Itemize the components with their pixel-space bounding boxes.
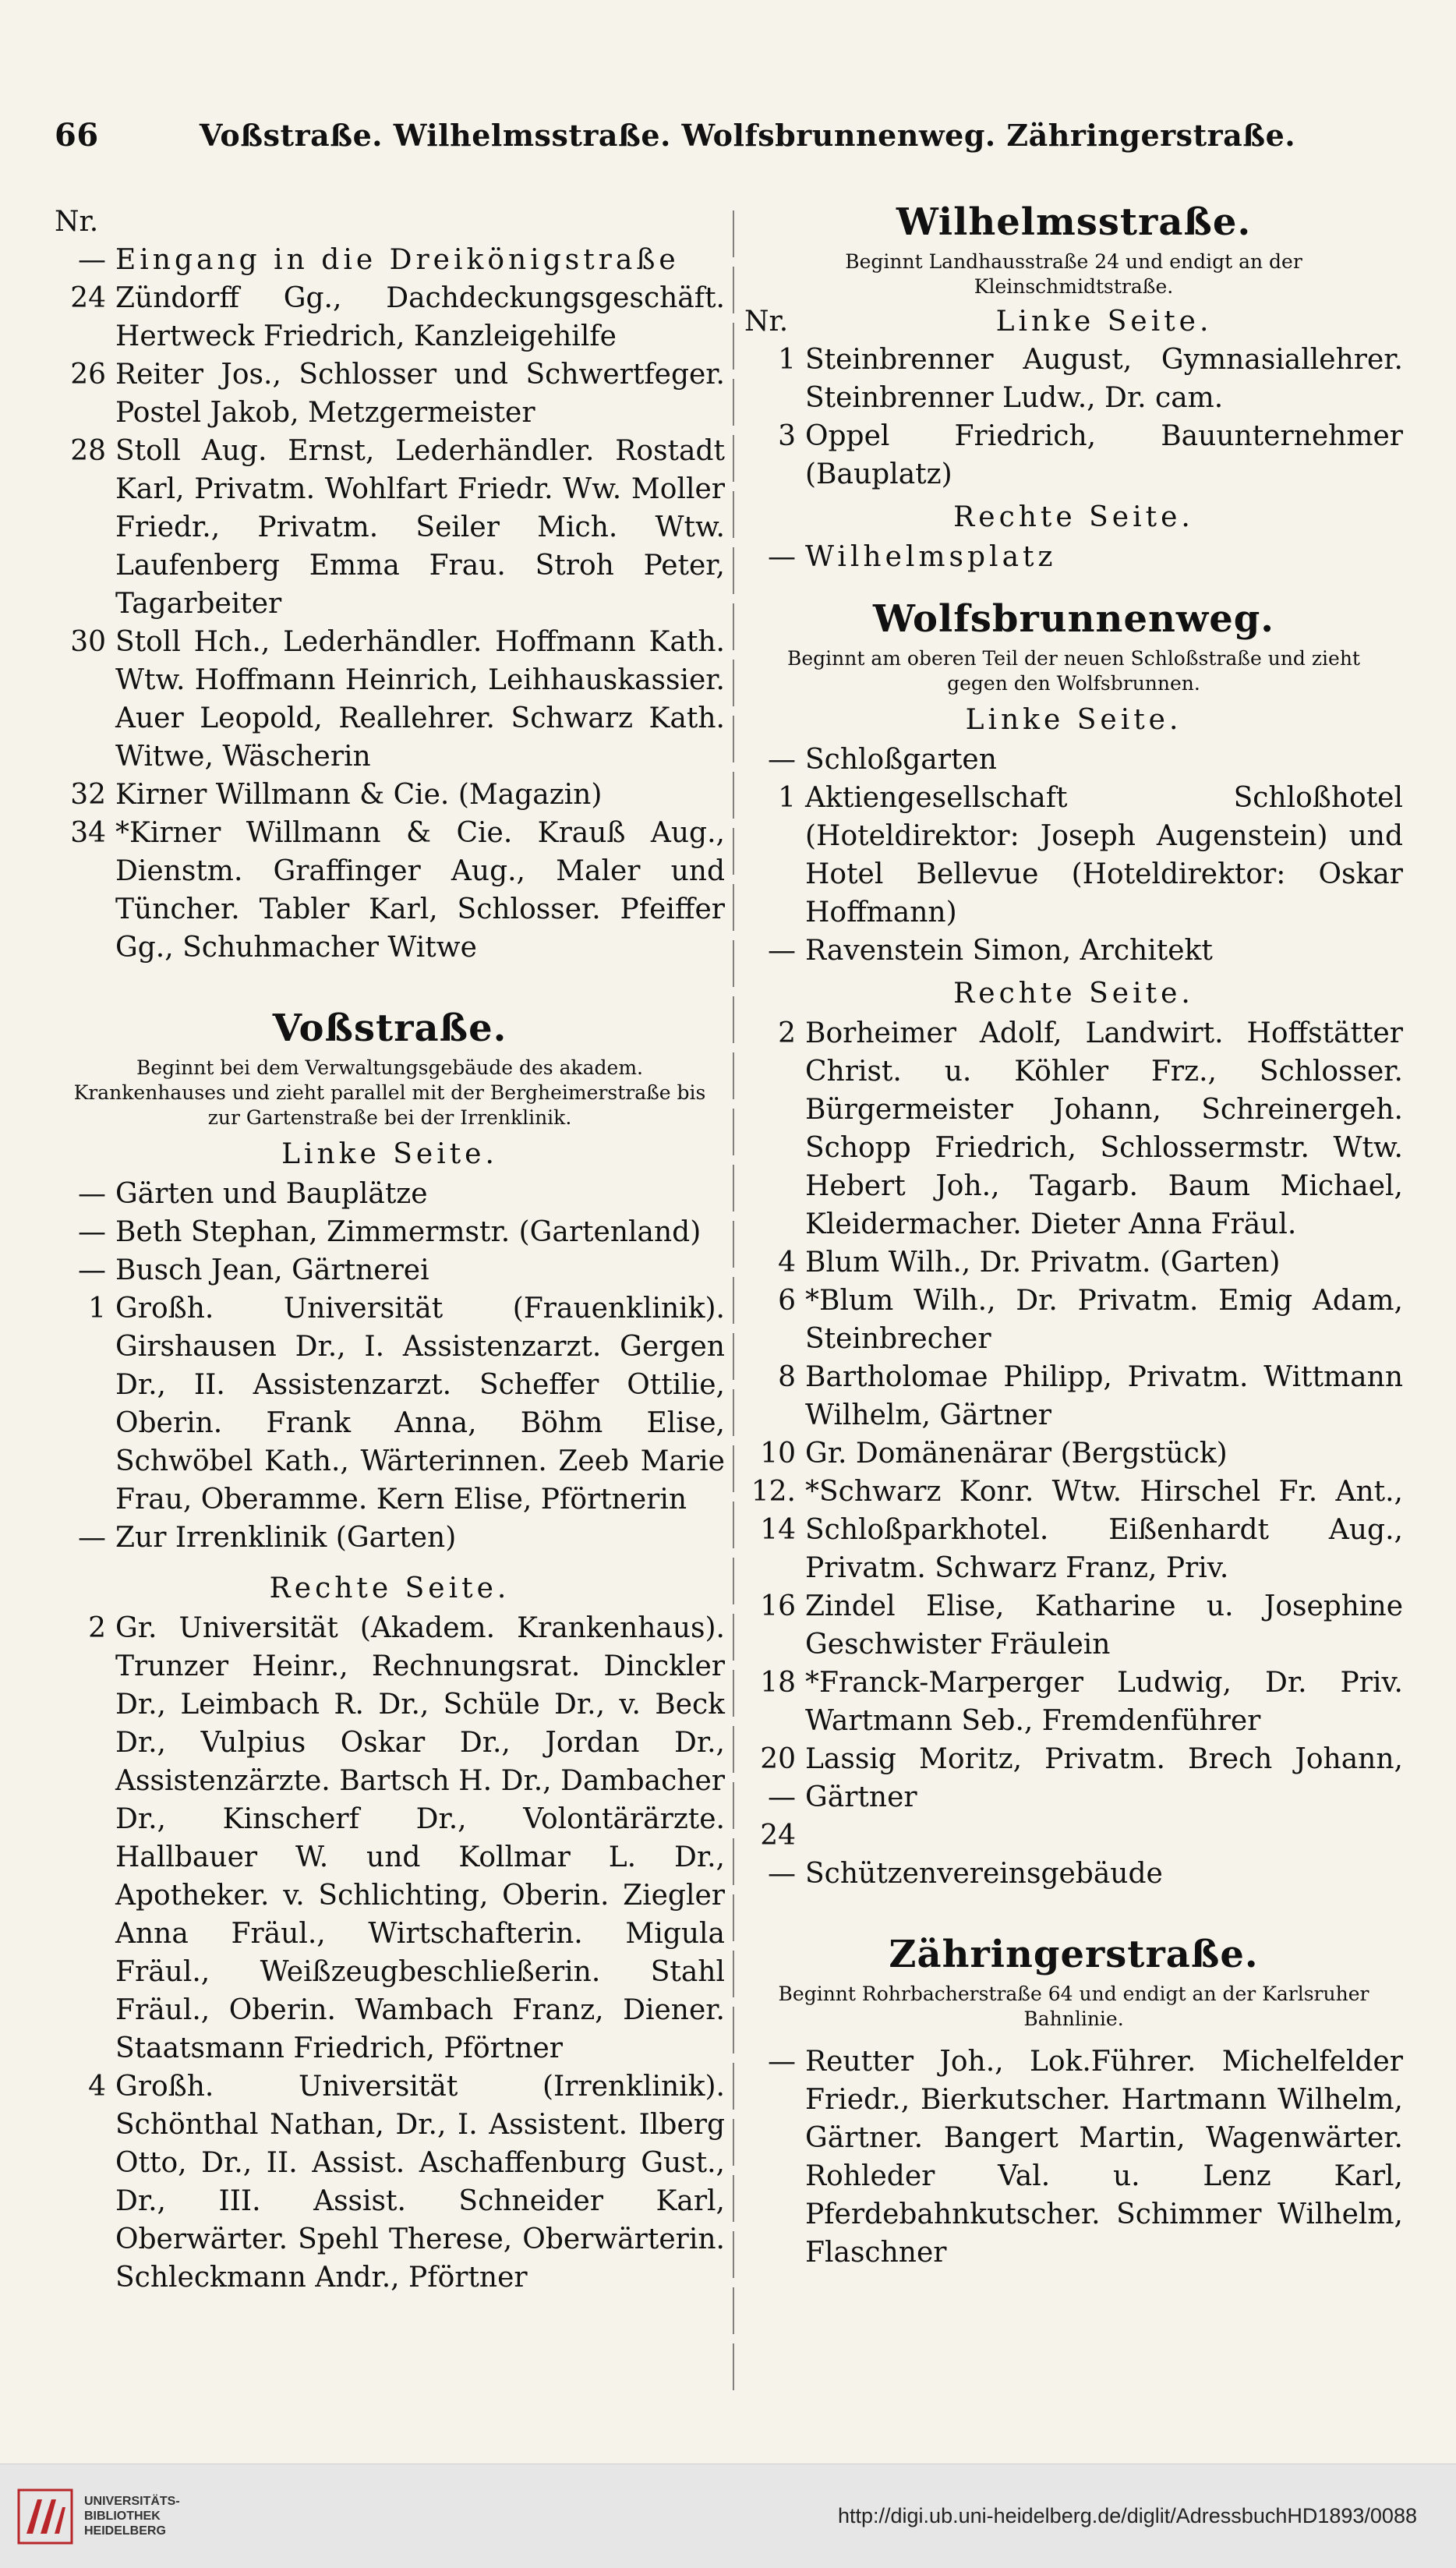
entry-text: Schützenvereinsgebäude <box>805 1858 1163 1890</box>
directory-entry <box>55 1175 725 1213</box>
directory-entry <box>744 932 1403 970</box>
nr-label: Nr. <box>55 206 99 238</box>
entry-text: Reutter Joh., Lok.Führer. Michelfelder Friedr., Bierkutscher. Hartmann Wilhelm, Gärtner. Bangert Martin, Wagenwärter. Rohleder Val. u. Lenz Karl, Pferdebahnkutscher. Schimmer Wilhelm, Flaschner <box>805 2046 1403 2269</box>
house-number: 20—24 <box>760 1743 796 1852</box>
house-number: 4 <box>88 2071 106 2103</box>
library-logo-text: UNIVERSITÄTS- BIBLIOTHEK HEIDELBERG <box>84 2495 180 2538</box>
source-url-link[interactable]: http://digi.ub.uni-heidelberg.de/diglit/AdressbuchHD1893/0088 <box>837 2504 1417 2527</box>
side-head-right: Rechte Seite. <box>953 978 1194 1010</box>
house-number: 1 <box>778 344 796 376</box>
entry-text: Reiter Jos., Schlosser und Schwertfeger. Postel Jakob, Metzgermeister <box>115 359 725 429</box>
left-column <box>55 203 725 2297</box>
entry-text: *Kirner Willmann & Cie. Krauß Aug., Dienstm. Graffinger Aug., Maler und Tüncher. Tabler Karl, Schlosser. Pfeiffer Gg., Schuhmacher Witwe <box>115 817 725 964</box>
directory-entry <box>55 279 725 355</box>
zaehr-entries <box>744 2043 1403 2272</box>
directory-entry <box>55 1251 725 1289</box>
house-number: 32 <box>70 779 106 811</box>
wolf-left-entries <box>744 741 1403 970</box>
house-number: 10 <box>760 1438 796 1470</box>
entry-text: Bartholomae Philipp, Privatm. Wittmann Wilhelm, Gärtner <box>805 1361 1403 1431</box>
wolf-right-entries <box>744 1014 1403 1893</box>
house-number: 4 <box>778 1247 796 1279</box>
side-head-left: Linke Seite. <box>965 704 1182 736</box>
house-number: 6 <box>778 1285 796 1317</box>
page-number: 66 <box>55 117 99 154</box>
entry-text: Gr. Universität (Akadem. Krankenhaus). Trunzer Heinr., Rechnungsrat. Dinckler Dr., Leimbach R. Dr., Schüle Dr., v. Beck Dr., Vulpius Oskar Dr., Jordan Dr., Assistenzärzte. Bartsch H. Dr., Dambacher Dr., Kinscherf Dr., Volontärärzte. Hallbauer W. und Kollmar L. Dr., Apotheker. v. Schlichting, Oberin. Ziegler Anna Fräul., Wirtschafterin. Migula Fräul., Weißzeugbeschließerin. Stahl Fräul., Oberin. Wambach Franz, Diener. Staatsmann Friedrich, Pförtner <box>115 1612 725 2064</box>
house-number: 28 <box>70 435 106 467</box>
directory-entry <box>55 814 725 967</box>
directory-entry <box>55 355 725 432</box>
street-title-wolfsbrunnenweg: Wolfsbrunnenweg. <box>872 597 1275 641</box>
street-title-wilhelmsstrasse: Wilhelmsstraße. <box>896 200 1252 244</box>
house-number: 26 <box>70 359 106 391</box>
street-desc-wilhelmsstrasse: Beginnt Landhausstraße 24 und endigt an der Kleinschmidtstraße. <box>845 250 1302 298</box>
house-number: 3 <box>778 420 796 452</box>
entry-text: Großh. Universität (Frauenklinik). Girshausen Dr., I. Assistenzarzt. Gergen Dr., II. Assistenzarzt. Scheffer Ottilie, Oberin. Frank Anna, Böhm Elise, Schwöbel Kath., Wärterinnen. Zeeb Marie Frau, Oberamme. Kern Elise, Pförtnerin <box>115 1293 725 1516</box>
entry-text: Eingang in die Dreikönigstraße <box>115 244 680 276</box>
directory-entry <box>55 1289 725 1519</box>
side-head-right: Rechte Seite. <box>953 501 1194 533</box>
directory-entry <box>55 1609 725 2067</box>
directory-entry <box>744 741 1403 779</box>
entry-text: Kirner Willmann & Cie. (Magazin) <box>115 779 603 811</box>
street-desc-zaehringerstrasse: Beginnt Rohrbacherstraße 64 und endigt an der Karlsruher Bahnlinie. <box>778 1983 1369 2030</box>
entry-text: Oppel Friedrich, Bauunternehmer (Bauplatz) <box>805 420 1403 490</box>
entry-text: Lassig Moritz, Privatm. Brech Johann, Gärtner <box>805 1743 1403 1813</box>
directory-entry <box>744 1282 1403 1358</box>
entry-text: Gr. Domänenärar (Bergstück) <box>805 1438 1228 1470</box>
directory-entry <box>744 538 1403 576</box>
entry-text: Zündorff Gg., Dachdeckungsgeschäft. Hertweck Friedrich, Kanzleigehilfe <box>115 282 725 352</box>
entry-text: Stoll Aug. Ernst, Lederhändler. Rostadt Karl, Privatm. Wohlfart Friedr. Ww. Moller Friedr., Privatm. Seiler Mich. Wtw. Laufenberg Emma Frau. Stroh Peter, Tagarbeiter <box>115 435 725 620</box>
house-number: 30 <box>70 626 106 658</box>
house-number: 12. 14 <box>751 1476 796 1546</box>
wilhelm-right-entries <box>744 538 1403 576</box>
directory-entry <box>55 1519 725 1557</box>
house-number: 8 <box>778 1361 796 1393</box>
side-head-left: Linke Seite. <box>995 306 1213 338</box>
house-number: — <box>768 935 796 967</box>
side-head-left: Linke Seite. <box>281 1138 498 1170</box>
directory-entry <box>55 241 725 279</box>
house-number: 1 <box>778 782 796 814</box>
entry-text: *Blum Wilh., Dr. Privatm. Emig Adam, Steinbrecher <box>805 1285 1403 1355</box>
entry-text: Borheimer Adolf, Landwirt. Hoffstätter Christ. u. Köhler Frz., Schlosser. Bürgermeister Johann, Schreinergeh. Schopp Friedrich, Schlossermstr. Wtw. Hebert Joh., Tagarb. Baum Michael, Kleidermacher. Dieter Anna Fräul. <box>805 1017 1403 1240</box>
entry-text: *Franck-Marperger Ludwig, Dr. Priv. Wartmann Seb., Fremdenführer <box>805 1667 1403 1737</box>
nr-header <box>55 203 725 241</box>
directory-entry <box>744 1587 1403 1664</box>
house-number: 16 <box>760 1590 796 1622</box>
nr-label: Nr. <box>744 306 789 338</box>
entry-text: Beth Stephan, Zimmermstr. (Gartenland) <box>115 1216 701 1248</box>
house-number: — <box>78 1216 106 1248</box>
side-head-right: Rechte Seite. <box>269 1572 511 1604</box>
directory-entry <box>744 1014 1403 1243</box>
entry-text: Blum Wilh., Dr. Privatm. (Garten) <box>805 1247 1281 1279</box>
entry-text: Zindel Elise, Katharine u. Josephine Geschwister Fräulein <box>805 1590 1403 1661</box>
house-number: — <box>78 244 106 276</box>
directory-entry <box>744 1358 1403 1434</box>
house-number: 2 <box>88 1612 106 1644</box>
house-number: 24 <box>70 282 106 314</box>
entry-text: *Schwarz Konr. Wtw. Hirschel Fr. Ant., Schloßparkhotel. Eißenhardt Aug., Privatm. Schwarz Franz, Priv. <box>805 1476 1403 1584</box>
entry-text: Stoll Hch., Lederhändler. Hoffmann Kath. Wtw. Hoffmann Heinrich, Leihhauskassier. Auer Leopold, Reallehrer. Schwarz Kath. Witwe, Wäscherin <box>115 626 725 773</box>
entry-text: Gärten und Bauplätze <box>115 1178 428 1210</box>
directory-entry <box>55 432 725 623</box>
entry-text: Großh. Universität (Irrenklinik). Schönthal Nathan, Dr., I. Assistent. Ilberg Otto, Dr., II. Assist. Aschaffenburg Gust., Dr., III. Assist. Schneider Karl, Oberwärter. Spehl Therese, Oberwärterin. Schleckmann Andr., Pförtner <box>115 2071 725 2294</box>
directory-entry <box>744 2043 1403 2272</box>
entry-text: Wilhelmsplatz <box>805 541 1057 573</box>
street-desc-vossstrasse: Beginnt bei dem Verwaltungsgebäude des akadem. Krankenhauses und zieht parallel mit der Bergheimerstraße bis zur Gartenstraße bei der Irrenklinik. <box>73 1056 706 1129</box>
entry-text: Ravenstein Simon, Architekt <box>805 935 1213 967</box>
entry-text: Schloßgarten <box>805 744 997 776</box>
house-number: — <box>78 1178 106 1210</box>
house-number: — <box>768 541 796 573</box>
house-number: — <box>768 1858 796 1890</box>
directory-entry <box>55 2067 725 2297</box>
directory-entry <box>744 1473 1403 1587</box>
running-head <box>55 117 1401 164</box>
library-logo[interactable] <box>17 2488 180 2545</box>
street-title-vossstrasse: Voßstraße. <box>272 1006 507 1050</box>
street-desc-wolfsbrunnenweg: Beginnt am oberen Teil der neuen Schloßstraße und zieht gegen den Wolfsbrunnen. <box>787 647 1360 695</box>
directory-entry <box>744 417 1403 493</box>
left-top-entries <box>55 241 725 967</box>
footer-bar <box>0 2464 1456 2568</box>
directory-entry <box>744 1243 1403 1282</box>
house-number: — <box>768 744 796 776</box>
entry-text: Aktiengesellschaft Schloßhotel (Hoteldirektor: Joseph Augenstein) und Hotel Bellevue (Hoteldirektor: Oskar Hoffmann) <box>805 782 1403 929</box>
directory-entry <box>55 776 725 814</box>
directory-entry <box>55 623 725 776</box>
column-divider <box>733 210 734 2393</box>
voss-right-entries <box>55 1609 725 2297</box>
street-title-zaehringerstrasse: Zähringerstraße. <box>889 1933 1259 1976</box>
entry-text: Busch Jean, Gärtnerei <box>115 1254 429 1286</box>
directory-entry <box>744 779 1403 932</box>
house-number: 18 <box>760 1667 796 1699</box>
house-number: — <box>78 1522 106 1554</box>
house-number: 1 <box>88 1293 106 1325</box>
right-column <box>744 200 1403 2272</box>
directory-entry <box>55 1213 725 1251</box>
library-logo-icon <box>17 2488 73 2545</box>
wilhelm-left-entries <box>744 341 1403 493</box>
directory-entry <box>744 341 1403 417</box>
house-number: 2 <box>778 1017 796 1049</box>
directory-entry <box>744 1740 1403 1855</box>
house-number: — <box>78 1254 106 1286</box>
directory-entry <box>744 1434 1403 1473</box>
entry-text: Zur Irrenklinik (Garten) <box>115 1522 457 1554</box>
directory-entry <box>744 1664 1403 1740</box>
directory-entry <box>744 1855 1403 1893</box>
page-header-streets: Voßstraße. Wilhelmsstraße. Wolfsbrunnenweg. Zähringerstraße. <box>199 118 1296 153</box>
house-number: — <box>768 2046 796 2078</box>
nr-header-right <box>744 302 1403 341</box>
voss-left-entries <box>55 1175 725 1557</box>
house-number: 34 <box>70 817 106 849</box>
entry-text: Steinbrenner August, Gymnasiallehrer. Steinbrenner Ludw., Dr. cam. <box>805 344 1403 414</box>
